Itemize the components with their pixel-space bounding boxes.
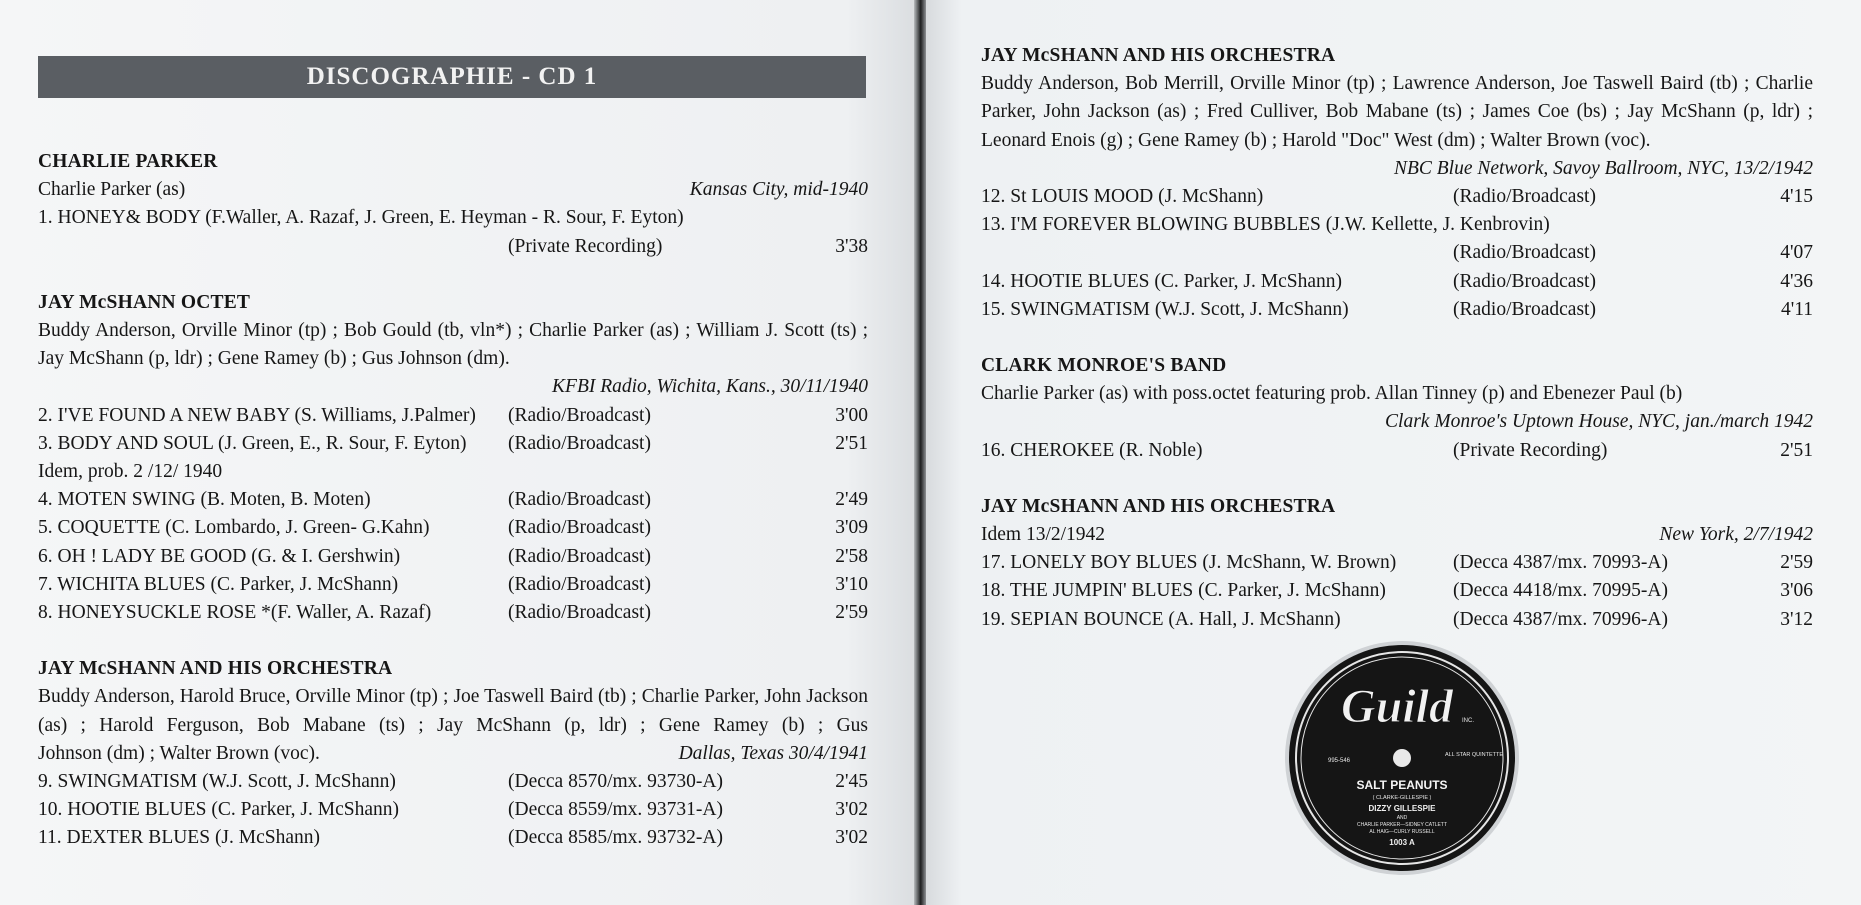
track-source: (Private Recording) [508,235,663,257]
track-row [38,543,868,571]
track-row [981,606,1813,634]
track-source: (Radio/Broadcast) [508,545,651,567]
record-title: SALT PEANUTS [1356,778,1448,792]
track-source: (Decca 8570/mx. 93730-A) [508,771,723,793]
section-jay-mcshann-orchestra-1942-jul [981,493,1813,634]
track-source: (Radio/Broadcast) [508,517,651,539]
personnel-continued: Johnson (dm) ; Walter Brown (voc). [38,742,320,764]
personnel: Buddy Anderson, Harold Bruce, Orville Minor (tp) ; Joe Taswell Baird (tb) ; Charlie Parker, John Jackson (as) ; Harold Ferguson, Bob Mabane (ts) ; Jay McShann (p, ldr) ; Gene Ramey (b) ; Gus [38,686,868,736]
section-title: CLARK MONROE'S BAND [981,355,1227,377]
track-title: 13. I'M FOREVER BLOWING BUBBLES (J.W. Kellette, J. Kenbrovin) [981,214,1550,236]
record-artist: DIZZY GILLESPIE [1368,804,1436,813]
personnel: Buddy Anderson, Bob Merrill, Orville Minor (tp) ; Lawrence Anderson, Joe Taswell Baird (tb) ; Charlie Parker, John Jackson (as) ; Fred Culliver, Bob Mabane (ts) ; James Coe (bs) ; Jay McShann (p, ldr) ; Leonard Enois (g) ; Gene Ramey (b) ; Harold "Doc" West (dm) ; Walter Brown (voc). [981,73,1813,151]
venue: Clark Monroe's Uptown House, NYC, jan./march 1942 [1385,411,1813,433]
track-row [981,549,1813,577]
track-title: 19. SEPIAN BOUNCE (A. Hall, J. McShann) [981,608,1341,630]
track-title: 16. CHEROKEE (R. Noble) [981,439,1203,461]
track-row [38,430,868,458]
track-title: 9. SWINGMATISM (W.J. Scott, J. McShann) [38,771,396,793]
record-matrix: 995-546 [1328,758,1351,764]
track-time: 3'06 [1780,580,1813,602]
section-title: JAY McSHANN AND HIS ORCHESTRA [38,658,393,680]
section-jay-mcshann-orchestra-1942-feb [981,42,1813,324]
track-row [38,514,868,542]
track-source: (Radio/Broadcast) [508,432,651,454]
track-row [38,824,868,852]
track-source: (Decca 4387/mx. 70993-A) [1453,552,1668,574]
record-brand: Guild [1340,680,1454,733]
section-title: CHARLIE PARKER [38,151,218,172]
track-title: 18. THE JUMPIN' BLUES (C. Parker, J. McShann) [981,580,1386,602]
track-row [981,437,1813,465]
personnel: Charlie Parker (as) with poss.octet featuring prob. Allan Tinney (p) and Ebenezer Paul (b) [981,383,1683,405]
track-time: 2'51 [1780,439,1813,461]
track-time: 4'36 [1780,270,1813,292]
personnel: Buddy Anderson, Orville Minor (tp) ; Bob Gould (tb, vln*) ; Charlie Parker (as) ; William J. Scott (ts) ; Jay McShann (p, ldr) ; Gene Ramey (b) ; Gus Johnson (dm). [38,320,868,370]
track-time: 3'38 [835,235,868,257]
venue: Dallas, Texas 30/4/1941 [678,742,868,764]
track-source: (Radio/Broadcast) [1453,298,1596,320]
track-title: 15. SWINGMATISM (W.J. Scott, J. McShann) [981,298,1349,320]
track-source: (Private Recording) [1453,439,1608,461]
section-title: JAY McSHANN AND HIS ORCHESTRA [981,495,1336,517]
personnel-venue-row [38,740,868,768]
personnel: Charlie Parker (as) [38,179,186,201]
section-title: JAY McSHANN AND HIS ORCHESTRA [981,45,1336,66]
track-time: 2'45 [835,771,868,793]
track-source: (Radio/Broadcast) [508,573,651,595]
personnel-venue-row [38,176,868,204]
track-source: (Radio/Broadcast) [1453,242,1596,264]
section-jay-mcshann-octet [38,289,868,627]
record-band: ALL STAR QUINTETTE [1444,752,1504,758]
personnel-venue-row [981,521,1813,549]
track-row [981,296,1813,324]
record-number: 1003 A [1389,838,1415,847]
venue: NBC Blue Network, Savoy Ballroom, NYC, 13/2/1942 [1393,157,1813,179]
track-title: 10. HOOTIE BLUES (C. Parker, J. McShann) [38,799,400,821]
booklet-spine [914,0,926,905]
track-time: 3'12 [1780,608,1813,630]
track-time: 2'59 [1780,552,1813,574]
record-line1: CHARLIE PARKER—SIDNEY CATLETT [1356,822,1448,828]
track-row [38,486,868,514]
track-time: 3'02 [835,827,868,849]
track-row [981,577,1813,605]
track-row [38,402,868,430]
track-time: 2'49 [835,489,868,511]
track-title: 2. I'VE FOUND A NEW BABY (S. Williams, J.Palmer) [38,404,476,426]
track-row [38,571,868,599]
track-source: (Decca 8559/mx. 93731-A) [508,799,723,821]
track-title: 8. HONEYSUCKLE ROSE *(F. Waller, A. Razaf) [38,602,432,624]
track-source-row [38,233,868,261]
track-time: 2'59 [835,602,868,624]
track-time: 3'10 [835,573,868,595]
track-time: 4'15 [1780,186,1813,208]
section-title: JAY McSHANN OCTET [38,291,251,313]
page-title: DISCOGRAPHIE - CD 1 [38,56,866,98]
record-inc: INC. [1462,718,1474,724]
track-title: 1. HONEY& BODY (F.Waller, A. Razaf, J. Green, E. Heyman - R. Sour, F. Eyton) [38,207,684,229]
track-time: 3'02 [835,799,868,821]
track-source: (Radio/Broadcast) [1453,186,1596,208]
venue: KFBI Radio, Wichita, Kans., 30/11/1940 [552,376,868,398]
track-time: 3'09 [835,517,868,539]
track-source: (Radio/Broadcast) [508,602,651,624]
track-row [981,183,1813,211]
track-row [981,268,1813,296]
track-source-row [981,239,1813,267]
record-composer: ( CLARKE-GILLESPIE ) [1372,795,1432,801]
track-source: (Radio/Broadcast) [1453,270,1596,292]
record-disc [1284,640,1520,876]
track-title: 11. DEXTER BLUES (J. McShann) [38,827,321,849]
session-note: Idem, prob. 2 /12/ 1940 [38,461,223,483]
track-row [38,768,868,796]
section-charlie-parker [38,148,868,261]
left-column [38,148,868,881]
track-title: 14. HOOTIE BLUES (C. Parker, J. McShann) [981,270,1343,292]
track-title: 6. OH ! LADY BE GOOD (G. & I. Gershwin) [38,545,401,567]
track-source: (Radio/Broadcast) [508,404,651,426]
track-title: 5. COQUETTE (C. Lombardo, J. Green- G.Kahn) [38,517,430,539]
spindle-hole [1393,749,1411,767]
track-source: (Radio/Broadcast) [508,489,651,511]
record-line2: AL HAIG—CURLY RUSSELL [1369,829,1435,835]
track-time: 2'51 [835,432,868,454]
track-title: 17. LONELY BOY BLUES (J. McShann, W. Brown) [981,552,1397,574]
personnel: Idem 13/2/1942 [981,524,1106,546]
venue: Kansas City, mid-1940 [689,179,868,201]
section-clark-monroes-band [981,352,1813,465]
right-column [981,42,1813,662]
track-source: (Decca 4387/mx. 70996-A) [1453,608,1668,630]
track-row [38,796,868,824]
venue: New York, 2/7/1942 [1659,524,1813,546]
track-title: 3. BODY AND SOUL (J. Green, E., R. Sour, F. Eyton) [38,432,467,454]
track-row [38,599,868,627]
track-time: 4'07 [1780,242,1813,264]
track-title: 12. St LOUIS MOOD (J. McShann) [981,186,1264,208]
track-title: 7. WICHITA BLUES (C. Parker, J. McShann) [38,573,399,595]
track-source: (Decca 4418/mx. 70995-A) [1453,580,1668,602]
section-jay-mcshann-orchestra-1941 [38,655,868,852]
track-time: 4'11 [1780,298,1813,320]
track-source: (Decca 8585/mx. 93732-A) [508,827,723,849]
track-time: 3'00 [835,404,868,426]
track-title: 4. MOTEN SWING (B. Moten, B. Moten) [38,489,371,511]
guild-record-label [1284,640,1520,876]
track-time: 2'58 [835,545,868,567]
record-and: AND [1396,815,1408,821]
